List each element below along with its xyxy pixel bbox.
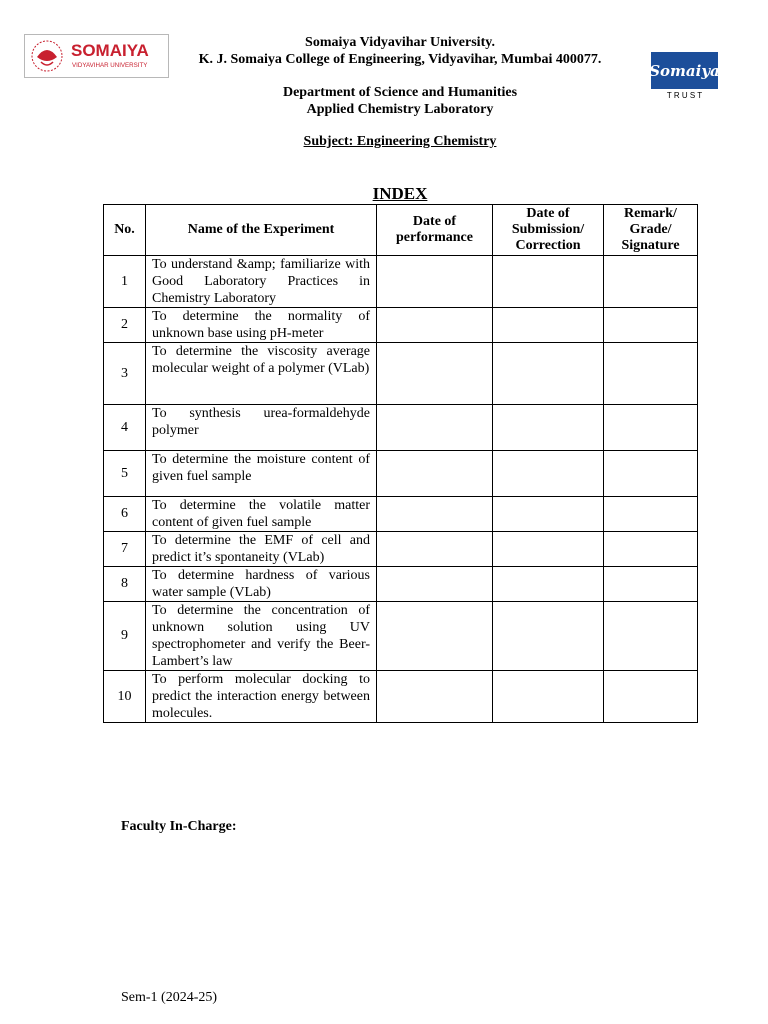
column-header-date-performance: Date of performance [377, 205, 493, 256]
laboratory-name: Applied Chemistry Laboratory [306, 102, 494, 117]
date-submission-cell [493, 497, 604, 532]
table-row [104, 567, 698, 602]
date-performance-cell [377, 532, 493, 567]
table-row [104, 451, 698, 497]
trust-script: Somaiya [651, 62, 718, 80]
experiment-name: To synthesis urea-formaldehyde polymer [146, 405, 377, 451]
row-number: 6 [104, 497, 146, 532]
remark-cell [604, 343, 698, 405]
remark-cell [604, 405, 698, 451]
date-submission-cell [493, 343, 604, 405]
experiment-name: To determine the concentration of unknown solution using UV spectrophometer and verify the Beer-Lambert’s law [146, 602, 377, 671]
date-performance-cell [377, 567, 493, 602]
date-submission-cell [493, 308, 604, 343]
table-row [104, 532, 698, 567]
column-header-name: Name of the Experiment [146, 205, 377, 256]
date-submission-cell [493, 256, 604, 308]
date-submission-cell [493, 451, 604, 497]
row-number: 4 [104, 405, 146, 451]
university-name: Somaiya Vidyavihar University. [305, 35, 495, 50]
subject-text: Subject: Engineering Chemistry [303, 134, 497, 149]
logo-tagline: VIDYAVIHAR UNIVERSITY [72, 62, 148, 69]
experiment-name: To determine the EMF of cell and predict it’s spontaneity (VLab) [146, 532, 377, 567]
table-row [104, 497, 698, 532]
date-performance-cell [377, 602, 493, 671]
logo-wordmark: SOMAIYA [71, 41, 149, 60]
date-submission-cell [493, 671, 604, 723]
experiment-name: To determine the viscosity average molecular weight of a polymer (VLab) [146, 343, 377, 405]
row-number: 2 [104, 308, 146, 343]
experiment-name: To perform molecular docking to predict the interaction energy between molecules. [146, 671, 377, 723]
faculty-in-charge-label: Faculty In-Charge: [121, 819, 237, 834]
date-performance-cell [377, 308, 493, 343]
row-number: 8 [104, 567, 146, 602]
table-row [104, 405, 698, 451]
date-performance-cell [377, 497, 493, 532]
remark-cell [604, 256, 698, 308]
experiment-index-table [103, 204, 698, 723]
row-number: 1 [104, 256, 146, 308]
college-name: K. J. Somaiya College of Engineering, Vidyavihar, Mumbai 400077. [198, 52, 602, 67]
subject-line [0, 134, 768, 150]
trust-label: T R U S T [666, 91, 703, 100]
table-row [104, 308, 698, 343]
remark-cell [604, 451, 698, 497]
date-submission-cell [493, 405, 604, 451]
date-performance-cell [377, 671, 493, 723]
date-performance-cell [377, 405, 493, 451]
table-row [104, 671, 698, 723]
experiment-name: To determine hardness of various water sample (VLab) [146, 567, 377, 602]
row-number: 9 [104, 602, 146, 671]
remark-cell [604, 567, 698, 602]
date-performance-cell [377, 451, 493, 497]
column-header-no: No. [104, 205, 146, 256]
department-name: Department of Science and Humanities [282, 85, 518, 100]
remark-cell [604, 308, 698, 343]
date-performance-cell [377, 343, 493, 405]
experiment-name: To determine the moisture content of given fuel sample [146, 451, 377, 497]
semester-label: Sem-1 (2024-25) [121, 990, 218, 1005]
table-row [104, 602, 698, 671]
table-row [104, 343, 698, 405]
row-number: 7 [104, 532, 146, 567]
row-number: 5 [104, 451, 146, 497]
row-number: 3 [104, 343, 146, 405]
remark-cell [604, 671, 698, 723]
date-submission-cell [493, 602, 604, 671]
remark-cell [604, 532, 698, 567]
date-submission-cell [493, 532, 604, 567]
table-header-row [104, 205, 698, 256]
column-header-remark: Remark/ Grade/ Signature [604, 205, 698, 256]
remark-cell [604, 497, 698, 532]
table-row [104, 256, 698, 308]
experiment-name: To determine the volatile matter content of given fuel sample [146, 497, 377, 532]
date-submission-cell [493, 567, 604, 602]
remark-cell [604, 602, 698, 671]
row-number: 10 [104, 671, 146, 723]
experiment-name: To understand &amp; familiarize with Good Laboratory Practices in Chemistry Laboratory [146, 256, 377, 308]
column-header-date-submission: Date of Submission/ Correction [493, 205, 604, 256]
experiment-name: To determine the normality of unknown base using pH-meter [146, 308, 377, 343]
date-performance-cell [377, 256, 493, 308]
index-title: INDEX [372, 184, 428, 203]
